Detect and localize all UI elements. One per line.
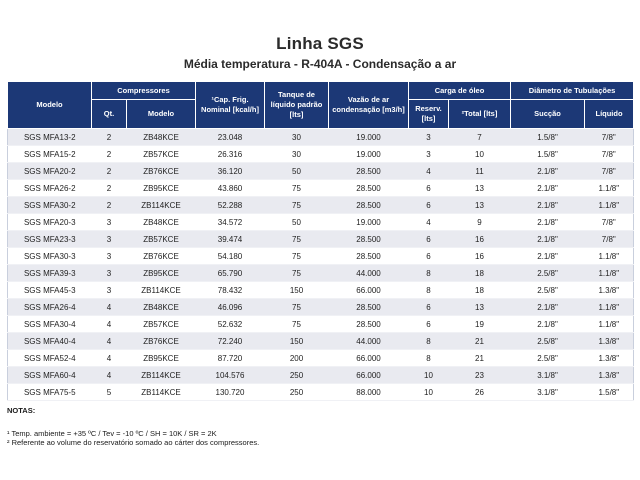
table-cell: SGS MFA20-2: [8, 163, 92, 180]
table-cell: SGS MFA26-2: [8, 180, 92, 197]
spec-table: [7, 81, 634, 401]
table-cell: ZB57KCE: [127, 316, 196, 333]
table-cell: 66.000: [329, 367, 409, 384]
table-cell: SGS MFA23-3: [8, 231, 92, 248]
table-cell: 250: [265, 384, 329, 401]
table-cell: 11: [449, 163, 511, 180]
table-row: [8, 180, 634, 197]
table-cell: SGS MFA15-2: [8, 146, 92, 163]
table-cell: SGS MFA75-5: [8, 384, 92, 401]
notes-lines: [7, 429, 633, 448]
table-cell: 75: [265, 197, 329, 214]
table-cell: 36.120: [196, 163, 265, 180]
table-cell: 1.1/8": [585, 316, 634, 333]
table-row: [8, 282, 634, 299]
table-cell: 23: [449, 367, 511, 384]
table-cell: 2: [92, 146, 127, 163]
table-cell: 19.000: [329, 146, 409, 163]
table-cell: 8: [409, 333, 449, 350]
table-cell: 2: [92, 180, 127, 197]
table-cell: 1.1/8": [585, 180, 634, 197]
table-cell: 10: [409, 384, 449, 401]
header-qt: Qt.: [92, 100, 127, 129]
table-cell: 1.3/8": [585, 367, 634, 384]
table-cell: 4: [92, 299, 127, 316]
header-total: ²Total [lts]: [449, 100, 511, 129]
table-cell: 46.096: [196, 299, 265, 316]
table-cell: 2.5/8": [511, 282, 585, 299]
header-comp-modelo: Modelo: [127, 100, 196, 129]
table-cell: 5: [92, 384, 127, 401]
table-cell: 7/8": [585, 129, 634, 146]
table-cell: 19.000: [329, 129, 409, 146]
table-cell: ZB95KCE: [127, 350, 196, 367]
table-row: [8, 146, 634, 163]
table-cell: 2.1/8": [511, 231, 585, 248]
table-cell: 3: [92, 214, 127, 231]
table-cell: 9: [449, 214, 511, 231]
table-cell: 2.5/8": [511, 350, 585, 367]
table-cell: 78.432: [196, 282, 265, 299]
table-cell: 75: [265, 248, 329, 265]
table-cell: SGS MFA13-2: [8, 129, 92, 146]
table-cell: SGS MFA52-4: [8, 350, 92, 367]
table-cell: 43.860: [196, 180, 265, 197]
table-cell: 6: [409, 180, 449, 197]
table-cell: 2: [92, 163, 127, 180]
table-cell: 75: [265, 299, 329, 316]
table-cell: 44.000: [329, 333, 409, 350]
table-cell: SGS MFA26-4: [8, 299, 92, 316]
table-cell: 72.240: [196, 333, 265, 350]
table-cell: 3: [92, 265, 127, 282]
table-cell: 4: [409, 214, 449, 231]
header-diametro: Diâmetro de Tubulações: [511, 82, 634, 100]
table-row: [8, 384, 634, 401]
header-modelo: Modelo: [8, 82, 92, 129]
table-cell: 28.500: [329, 299, 409, 316]
table-cell: ZB114KCE: [127, 197, 196, 214]
page-subtitle: Média temperatura - R-404A - Condensação a ar: [183, 57, 457, 71]
table-cell: SGS MFA39-3: [8, 265, 92, 282]
table-cell: 66.000: [329, 282, 409, 299]
header-tanque: Tanque de líquido padrão [lts]: [265, 82, 329, 129]
table-cell: 28.500: [329, 180, 409, 197]
table-cell: 1.1/8": [585, 248, 634, 265]
table-cell: 50: [265, 214, 329, 231]
table-cell: 19: [449, 316, 511, 333]
table-cell: SGS MFA45-3: [8, 282, 92, 299]
table-cell: 4: [92, 367, 127, 384]
table-cell: 3.1/8": [511, 367, 585, 384]
table-cell: 2.1/8": [511, 163, 585, 180]
table-cell: 1.3/8": [585, 350, 634, 367]
table-cell: SGS MFA60-4: [8, 367, 92, 384]
table-cell: 75: [265, 231, 329, 248]
table-cell: 16: [449, 231, 511, 248]
table-cell: 8: [409, 282, 449, 299]
table-row: [8, 350, 634, 367]
table-cell: SGS MFA30-4: [8, 316, 92, 333]
table-cell: 1.3/8": [585, 282, 634, 299]
table-cell: SGS MFA20-3: [8, 214, 92, 231]
table-cell: 3: [92, 248, 127, 265]
table-cell: 1.1/8": [585, 265, 634, 282]
note-2: ² Referente ao volume do reservatório somado ao cárter dos compressores.: [7, 438, 260, 448]
table-cell: 200: [265, 350, 329, 367]
table-cell: 7/8": [585, 163, 634, 180]
table-cell: ZB76KCE: [127, 248, 196, 265]
table-cell: 28.500: [329, 231, 409, 248]
notes-section: [7, 406, 633, 448]
table-cell: 8: [409, 350, 449, 367]
table-cell: 30: [265, 129, 329, 146]
table-cell: 18: [449, 282, 511, 299]
table-body: [8, 129, 634, 401]
table-cell: 2.1/8": [511, 248, 585, 265]
table-cell: 39.474: [196, 231, 265, 248]
title-block: [0, 0, 640, 71]
header-carga-oleo: Carga de óleo: [409, 82, 511, 100]
table-cell: 54.180: [196, 248, 265, 265]
table-row: [8, 265, 634, 282]
table-cell: 2.1/8": [511, 299, 585, 316]
table-cell: 87.720: [196, 350, 265, 367]
table-cell: 3: [409, 129, 449, 146]
table-cell: 2.5/8": [511, 333, 585, 350]
table-cell: 6: [409, 316, 449, 333]
table-cell: 50: [265, 163, 329, 180]
table-cell: ZB114KCE: [127, 282, 196, 299]
table-cell: 21: [449, 333, 511, 350]
table-cell: 66.000: [329, 350, 409, 367]
table-cell: 3: [409, 146, 449, 163]
table-cell: 4: [92, 333, 127, 350]
table-cell: 26.316: [196, 146, 265, 163]
table-cell: 19.000: [329, 214, 409, 231]
table-cell: 30: [265, 146, 329, 163]
table-cell: 4: [92, 316, 127, 333]
table-cell: 75: [265, 316, 329, 333]
table-cell: 104.576: [196, 367, 265, 384]
table-cell: 10: [449, 146, 511, 163]
table-cell: ZB114KCE: [127, 367, 196, 384]
notes-title: NOTAS:: [7, 406, 36, 415]
table-cell: 4: [409, 163, 449, 180]
table-header: [8, 82, 634, 129]
table-cell: 75: [265, 180, 329, 197]
table-cell: 250: [265, 367, 329, 384]
table-row: [8, 197, 634, 214]
table-cell: 28.500: [329, 163, 409, 180]
header-reserv: Reserv. [lts]: [409, 100, 449, 129]
table-cell: ZB76KCE: [127, 163, 196, 180]
table-cell: 150: [265, 282, 329, 299]
table-row: [8, 214, 634, 231]
table-cell: ZB95KCE: [127, 265, 196, 282]
table-cell: 150: [265, 333, 329, 350]
table-cell: 1.5/8": [511, 129, 585, 146]
table-cell: 23.048: [196, 129, 265, 146]
table-cell: 16: [449, 248, 511, 265]
table-cell: 1.5/8": [585, 384, 634, 401]
table-cell: ZB48KCE: [127, 129, 196, 146]
table-cell: 6: [409, 299, 449, 316]
table-cell: 34.572: [196, 214, 265, 231]
table-row: [8, 231, 634, 248]
table-cell: 130.720: [196, 384, 265, 401]
table-cell: 7: [449, 129, 511, 146]
header-liquido: Líquido: [585, 100, 634, 129]
table-cell: 75: [265, 265, 329, 282]
table-cell: 1.1/8": [585, 299, 634, 316]
table-cell: 13: [449, 180, 511, 197]
table-cell: 1.3/8": [585, 333, 634, 350]
table-cell: 28.500: [329, 197, 409, 214]
table-cell: ZB57KCE: [127, 146, 196, 163]
header-cap-frig: ¹Cap. Frig. Nominal [kcal/h]: [196, 82, 265, 129]
table-row: [8, 248, 634, 265]
table-cell: 7/8": [585, 231, 634, 248]
table-cell: 88.000: [329, 384, 409, 401]
table-row: [8, 316, 634, 333]
table-cell: 18: [449, 265, 511, 282]
table-row: [8, 333, 634, 350]
table-cell: 4: [92, 350, 127, 367]
table-cell: 3.1/8": [511, 384, 585, 401]
header-vazao: Vazão de ar condensação [m3/h]: [329, 82, 409, 129]
table-row: [8, 163, 634, 180]
table-cell: 26: [449, 384, 511, 401]
table-cell: 7/8": [585, 214, 634, 231]
table-cell: SGS MFA30-2: [8, 197, 92, 214]
table-cell: 2.1/8": [511, 316, 585, 333]
table-cell: 13: [449, 299, 511, 316]
table-cell: 1.1/8": [585, 197, 634, 214]
table-cell: ZB48KCE: [127, 214, 196, 231]
header-succao: Sucção: [511, 100, 585, 129]
table-row: [8, 367, 634, 384]
table-cell: 6: [409, 231, 449, 248]
table-cell: SGS MFA40-4: [8, 333, 92, 350]
note-1: ¹ Temp. ambiente = +35 ºC / Tev = -10 ºC / SH = 10K / SR = 2K: [7, 429, 217, 438]
table-cell: 6: [409, 197, 449, 214]
table-cell: 28.500: [329, 248, 409, 265]
table-cell: 7/8": [585, 146, 634, 163]
table-cell: 2.1/8": [511, 197, 585, 214]
table-cell: ZB95KCE: [127, 180, 196, 197]
page-title: Linha SGS: [276, 34, 364, 53]
table-cell: 2: [92, 129, 127, 146]
table-cell: 3: [92, 282, 127, 299]
table-cell: ZB76KCE: [127, 333, 196, 350]
table-cell: 2.1/8": [511, 180, 585, 197]
table-cell: ZB48KCE: [127, 299, 196, 316]
table-cell: 65.790: [196, 265, 265, 282]
table-cell: 8: [409, 265, 449, 282]
table-row: [8, 129, 634, 146]
table-cell: 1.5/8": [511, 146, 585, 163]
table-cell: 52.288: [196, 197, 265, 214]
table-cell: 2.5/8": [511, 265, 585, 282]
table-cell: 28.500: [329, 316, 409, 333]
table-cell: 2.1/8": [511, 214, 585, 231]
table-cell: 21: [449, 350, 511, 367]
table-cell: 44.000: [329, 265, 409, 282]
table-cell: 2: [92, 197, 127, 214]
table-cell: ZB114KCE: [127, 384, 196, 401]
table-cell: SGS MFA30-3: [8, 248, 92, 265]
table-cell: ZB57KCE: [127, 231, 196, 248]
table-cell: 3: [92, 231, 127, 248]
header-compressores: Compressores: [92, 82, 196, 100]
table-cell: 6: [409, 248, 449, 265]
table-cell: 10: [409, 367, 449, 384]
table-cell: 13: [449, 197, 511, 214]
table-row: [8, 299, 634, 316]
table-cell: 52.632: [196, 316, 265, 333]
